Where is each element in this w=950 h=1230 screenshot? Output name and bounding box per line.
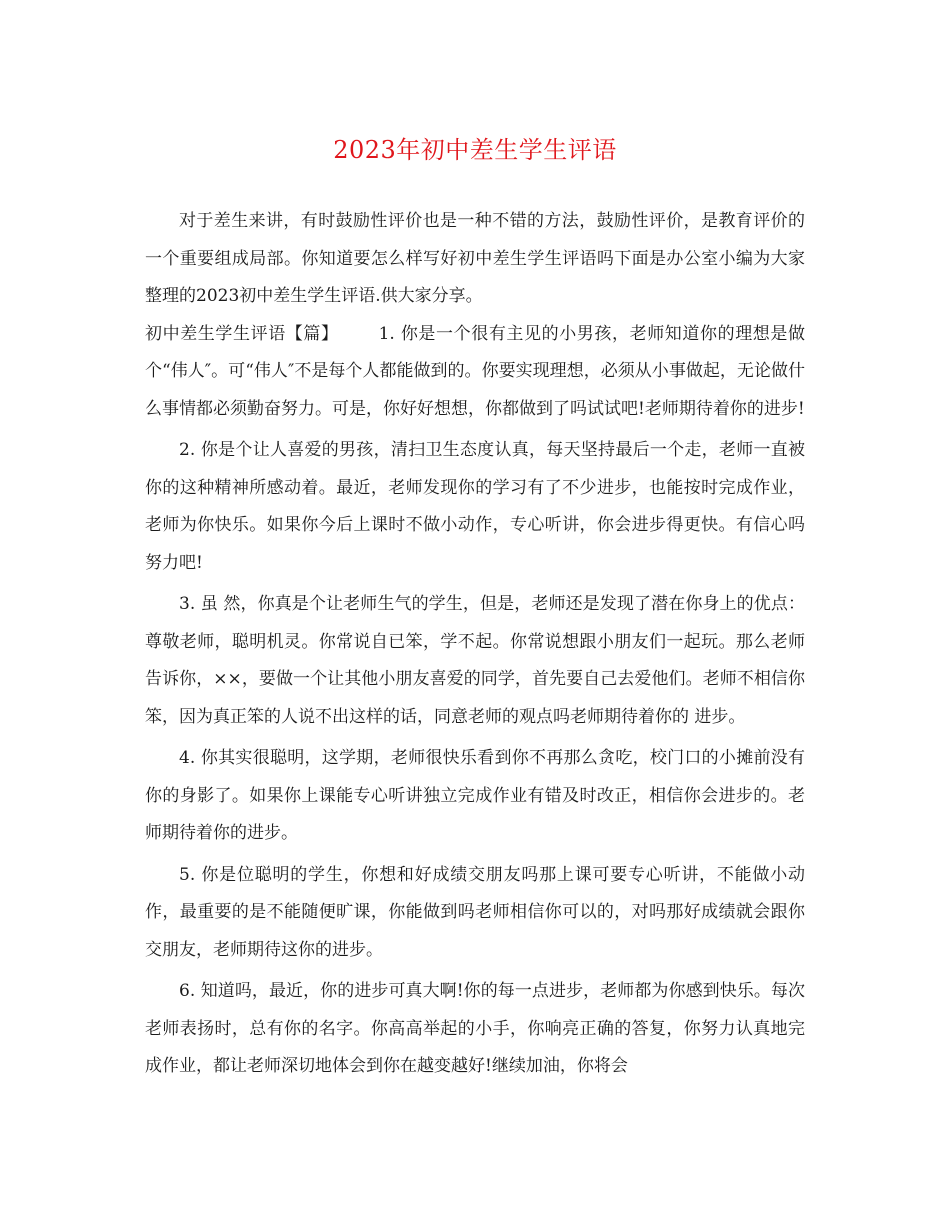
comment-paragraph-5: 5. 你是位聪明的学生，你想和好成绩交朋友吗那上课可要专心听讲，不能做小动作，最重要的是不能随便旷课，你能做到吗老师相信你可以的，对吗那好成绩就会跟你交朋友，老师期待这你的进步。 <box>145 864 805 960</box>
comment-paragraph-2: 2. 你是个让人喜爱的男孩，清扫卫生态度认真，每天坚持最后一个走，老师一直被你的这种精神所感动着。最近，老师发现你的学习有了不少进步，也能按时完成作业，老师为你快乐。如果你今后上课时不做小动作，专心听讲，你会进步得更快。有信心吗努力吧! <box>145 440 805 573</box>
comment-paragraph-4: 4. 你其实很聪明，这学期，老师很快乐看到你不再那么贪吃，校门口的小摊前没有你的身影了。如果你上课能专心听讲独立完成作业有错及时改正，相信你会进步的。老师期待着你的进步。 <box>145 748 805 843</box>
comment-paragraph-6: 6. 知道吗，最近，你的进步可真大啊!你的每一点进步，老师都为你感到快乐。每次老师表扬时，总有你的名字。你高高举起的小手，你响亮正确的答复，你努力认真地完成作业，都让老师深切地体会到你在越变越好!继续加油，你将会 <box>145 981 805 1076</box>
document-title: 2023年初中差生学生评语 <box>333 136 617 164</box>
intro-paragraph: 对于差生来讲，有时鼓励性评价也是一种不错的方法，鼓励性评价，是教育评价的一个重要组成局部。你知道要怎么样写好初中差生学生评语吗下面是办公室小编为大家整理的2023初中差生学生评语.供大家分享。 <box>145 211 805 306</box>
document-body <box>145 203 805 1086</box>
comment-paragraph-1: 1. 你是一个很有主见的小男孩，老师知道你的理想是做个“伟人″。可“伟人″不是每个人都能做到的。你要实现理想，必须从小事做起，无论做什么事情都必须勤奋努力。可是，你好好想想，你都做到了吗试试吧!老师期待着你的进步! <box>145 323 805 419</box>
section-first-paragraph <box>145 316 805 429</box>
section-label: 初中差生学生评语【篇】 <box>145 323 339 344</box>
comment-paragraph-3: 3. 虽 然，你真是个让老师生气的学生，但是，老师还是发现了潜在你身上的优点：尊敬老师，聪明机灵。你常说自已笨，学不起。你常说想跟小朋友们一起玩。那么老师 告诉你，××，要做一个让其他小朋友喜爱的同学，首先要自己去爱他们。老师不相信你笨，因为真正笨的人说不出这样的话，同意老师的观点吗老师期待着你的 进步。 <box>145 594 805 727</box>
